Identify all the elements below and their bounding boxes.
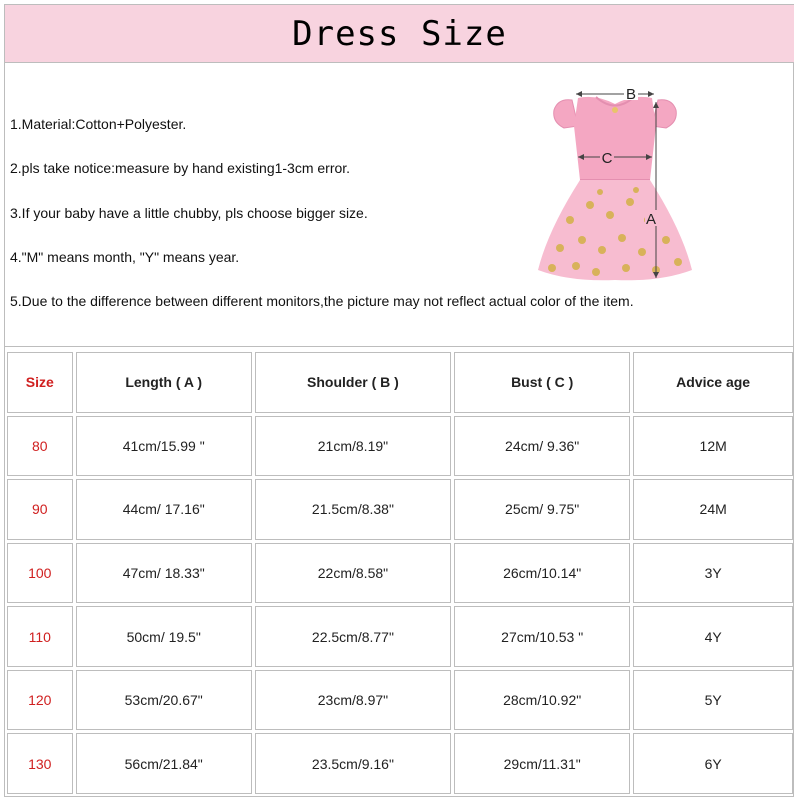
cell-bust: 26cm/10.14" [454,543,630,604]
cell-shoulder: 21cm/8.19" [255,416,451,477]
cell-size: 130 [7,733,73,794]
cell-length: 50cm/ 19.5" [76,606,252,667]
page-title: Dress Size [292,13,507,54]
table-row [7,416,793,477]
cell-length: 56cm/21.84" [76,733,252,794]
note-month-year: 4."M" means month, "Y" means year. [10,249,240,265]
note-monitor-color: 5.Due to the difference between different monitors,the picture may not reflect actual color of the item. [10,293,634,309]
header-shoulder: Shoulder ( B ) [255,352,451,413]
cell-bust: 29cm/11.31" [454,733,630,794]
table-row [7,543,793,604]
cell-length: 41cm/15.99 " [76,416,252,477]
cell-shoulder: 23cm/8.97" [255,670,451,731]
cell-length: 47cm/ 18.33" [76,543,252,604]
label-a: A [645,211,657,228]
cell-age: 3Y [633,543,793,604]
cell-bust: 28cm/10.92" [454,670,630,731]
header-bust: Bust ( C ) [454,352,630,413]
note-material: 1.Material:Cotton+Polyester. [10,116,187,132]
cell-bust: 24cm/ 9.36" [454,416,630,477]
dress-illustration [530,80,700,290]
size-table [4,349,796,797]
cell-size: 110 [7,606,73,667]
note-measure: 2.pls take notice:measure by hand existing1-3cm error. [10,160,351,176]
cell-age: 12M [633,416,793,477]
cell-size: 90 [7,479,73,540]
table-row [7,479,793,540]
cell-age: 24M [633,479,793,540]
label-c: C [601,150,613,167]
note-chubby: 3.If your baby have a little chubby, pls choose bigger size. [10,205,368,221]
table-row [7,606,793,667]
cell-shoulder: 21.5cm/8.38" [255,479,451,540]
cell-shoulder: 22.5cm/8.77" [255,606,451,667]
cell-length: 53cm/20.67" [76,670,252,731]
cell-shoulder: 23.5cm/9.16" [255,733,451,794]
header-length: Length ( A ) [76,352,252,413]
cell-size: 80 [7,416,73,477]
label-b: B [625,86,637,103]
cell-bust: 25cm/ 9.75" [454,479,630,540]
table-row [7,733,793,794]
cell-size: 100 [7,543,73,604]
cell-shoulder: 22cm/8.58" [255,543,451,604]
header-advice-age: Advice age [633,352,793,413]
table-row [7,670,793,731]
dress-diagram [530,80,700,290]
title-divider [5,62,794,63]
cell-length: 44cm/ 17.16" [76,479,252,540]
cell-bust: 27cm/10.53 " [454,606,630,667]
cell-age: 4Y [633,606,793,667]
cell-age: 6Y [633,733,793,794]
header-size: Size [7,352,73,413]
table-header-row [7,352,793,413]
cell-size: 120 [7,670,73,731]
title-bar [5,5,794,62]
cell-age: 5Y [633,670,793,731]
table-divider [5,346,794,347]
